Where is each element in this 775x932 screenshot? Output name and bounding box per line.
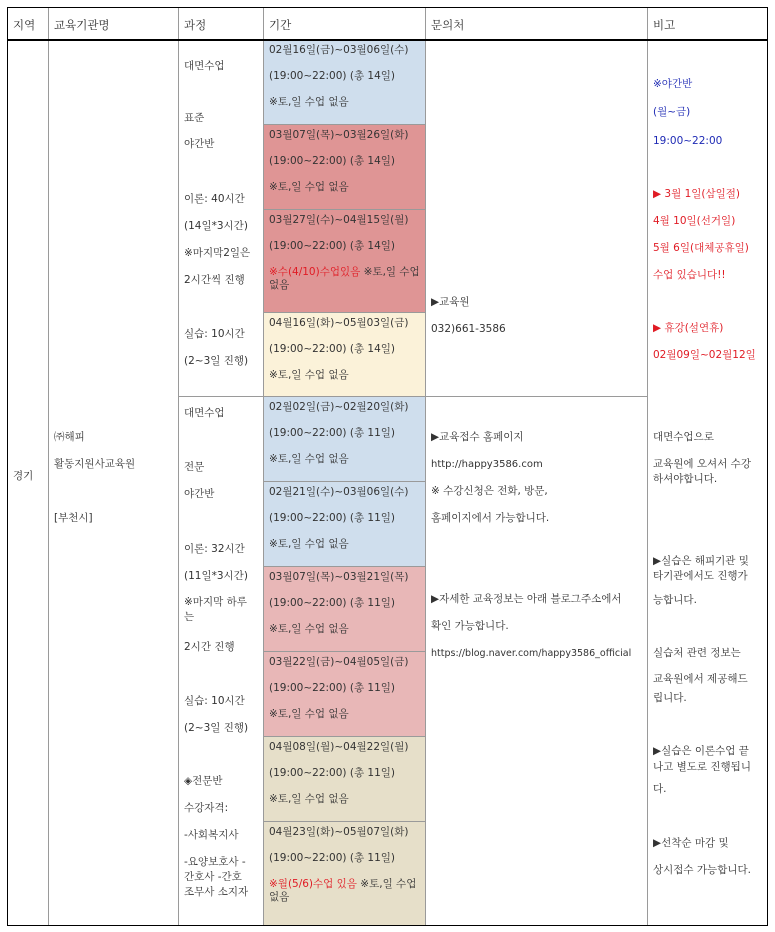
exp-practice: 실습: 10시간 [184, 695, 245, 707]
period-exception: ※월(5/6)수업 있음 [269, 878, 357, 890]
period-note: ※토,일 수업 없음 [269, 369, 349, 381]
remark-info-10: ▶실습은 이론수업 끝 [653, 745, 749, 757]
std-theory-days: (14일*3시간) [184, 220, 248, 232]
period-cell [263, 821, 425, 926]
remark-break-title: ▶ 휴강(설연휴) [653, 322, 724, 334]
contact-online [425, 396, 647, 926]
exp-note-3: 2시간 진행 [184, 641, 235, 653]
period-cell [263, 124, 425, 209]
period-date: 04월23일(화)~05월07일(화) [269, 826, 409, 838]
remark-info-4: ▶실습은 해피기관 및 [653, 555, 749, 567]
period-note: ※토,일 수업 없음 [269, 708, 349, 720]
period-note [269, 266, 421, 292]
table-border-bottom [7, 925, 768, 926]
exp-theory: 이론: 32시간 [184, 543, 245, 555]
exp-qual-2: -요양보호사 - [184, 856, 246, 868]
remark-night-title: ※야간반 [653, 78, 693, 90]
divider-col-contact [425, 7, 426, 926]
exp-qualification: 수강자격: [184, 802, 229, 814]
institution-cell [48, 39, 178, 926]
remarks-schedule [647, 39, 768, 396]
period-note: ※토,일 수업 없음 [269, 538, 349, 550]
std-practice: 실습: 10시간 [184, 328, 245, 340]
institution-location: [부천시] [54, 512, 93, 524]
remark-info-13: ▶선착순 마감 및 [653, 837, 729, 849]
exp-qual-4: 조무사 소지자 [184, 886, 249, 898]
std-note-2: 2시간씩 진행 [184, 274, 245, 286]
header-region: 지역 [7, 7, 48, 39]
period-cell [263, 651, 425, 736]
remark-night-time: 19:00~22:00 [653, 135, 723, 147]
period-time: (19:00~22:00) (총 14일) [269, 155, 396, 167]
header-underline [7, 39, 768, 41]
period-note: ※토,일 수업 없음 [269, 793, 349, 805]
period-divider [263, 124, 425, 125]
remark-break-dates: 02월09일~02월12일 [653, 349, 756, 361]
remark-info-11: 나고 별도로 진행됩니 [653, 761, 751, 773]
period-weekend-note: ※토,일 수업 없음 [269, 878, 417, 903]
remarks-info [647, 396, 768, 926]
period-note: ※토,일 수업 없음 [269, 181, 349, 193]
exp-mode: 대면수업 [184, 407, 225, 419]
period-cell [263, 39, 425, 124]
period-time: (19:00~22:00) (총 11일) [269, 767, 396, 779]
period-divider [263, 209, 425, 210]
contact-blog-link[interactable]: https://blog.naver.com/happy3586_official [431, 648, 632, 659]
course-standard [178, 39, 263, 396]
std-practice-days: (2~3일 진행) [184, 355, 249, 367]
exp-night: 야간반 [184, 488, 215, 500]
std-night: 야간반 [184, 138, 215, 150]
institution-name-1: ㈜해피 [54, 431, 85, 443]
period-time: (19:00~22:00) (총 11일) [269, 512, 396, 524]
exp-type: 전문 [184, 461, 205, 473]
period-time: (19:00~22:00) (총 11일) [269, 597, 396, 609]
period-divider [263, 312, 425, 313]
remark-holiday-2: 4월 10일(선거일) [653, 215, 736, 227]
period-cell [263, 736, 425, 821]
divider-col-course [178, 7, 179, 926]
period-time: (19:00~22:00) (총 14일) [269, 240, 396, 252]
period-cell [263, 396, 425, 481]
exp-note-2: 는 [184, 611, 195, 623]
divider-col-period [263, 7, 264, 926]
header-remarks: 비고 [647, 7, 768, 39]
exp-theory-days: (11일*3시간) [184, 570, 248, 582]
contact-phone: 032)661-3586 [431, 323, 506, 335]
contact-homepage-link[interactable]: http://happy3586.com [431, 459, 543, 470]
period-date: 03월07일(목)~03월21일(목) [269, 571, 409, 583]
institution-name-2: 활동지원사교육원 [54, 458, 136, 470]
period-note [269, 878, 421, 904]
contact-apply-note: ※ 수강신청은 전화, 방문, [431, 485, 548, 497]
period-divider [263, 481, 425, 482]
remark-info-3: 하셔야합니다. [653, 473, 718, 485]
table-border-left [7, 7, 8, 926]
contact-homepage-title: ▶교육접수 홈페이지 [431, 431, 524, 443]
contact-blog-note: 확인 가능합니다. [431, 620, 509, 632]
period-date: 02월16일(금)~03월06일(수) [269, 44, 409, 56]
region-cell [7, 39, 48, 926]
contact-apply-note-2: 홈페이지에서 가능합니다. [431, 512, 550, 524]
header-institution: 교육기관명 [48, 7, 178, 39]
period-date: 03월22일(금)~04월05일(금) [269, 656, 409, 668]
remark-holiday-4: 수업 있습니다!! [653, 269, 726, 281]
period-weekend-note: ※토,일 수업 없음 [269, 266, 420, 291]
divider-section [178, 396, 648, 397]
contact-office [425, 39, 647, 396]
remark-info-2: 교육원에 오셔서 수강 [653, 458, 751, 470]
remark-info-7: 실습처 관련 정보는 [653, 647, 741, 659]
period-date: 03월27일(수)~04월15일(월) [269, 214, 409, 226]
period-divider [263, 651, 425, 652]
exp-qual-3: 간호사 -간호 [184, 871, 242, 883]
period-date: 04월08일(월)~04월22일(월) [269, 741, 409, 753]
remark-info-1: 대면수업으로 [653, 431, 714, 443]
divider-col-institution [48, 7, 49, 926]
std-note-1: ※마지막2일은 [184, 247, 251, 259]
period-divider [263, 821, 425, 822]
table-border-top [7, 7, 768, 8]
contact-office-name: ▶교육원 [431, 296, 470, 308]
divider-col-remarks [647, 7, 648, 926]
period-cell [263, 209, 425, 312]
exp-practice-days: (2~3일 진행) [184, 722, 249, 734]
course-expert [178, 396, 263, 926]
period-note: ※토,일 수업 없음 [269, 453, 349, 465]
period-date: 04월16일(화)~05월03일(금) [269, 317, 409, 329]
period-date: 02월02일(금)~02월20일(화) [269, 401, 409, 413]
period-time: (19:00~22:00) (총 11일) [269, 427, 396, 439]
exp-qual-1: -사회복지사 [184, 829, 239, 841]
period-note: ※토,일 수업 없음 [269, 96, 349, 108]
header-period: 기간 [263, 7, 425, 39]
period-time: (19:00~22:00) (총 11일) [269, 682, 396, 694]
period-time: (19:00~22:00) (총 14일) [269, 343, 396, 355]
header-contact: 문의처 [425, 7, 647, 39]
period-divider [263, 736, 425, 737]
period-date: 02월21일(수)~03월06일(수) [269, 486, 409, 498]
period-time: (19:00~22:00) (총 11일) [269, 852, 396, 864]
period-date: 03월07일(목)~03월26일(화) [269, 129, 409, 141]
remark-info-9: 립니다. [653, 692, 687, 704]
std-theory: 이론: 40시간 [184, 193, 245, 205]
period-cell [263, 566, 425, 651]
period-cell [263, 312, 425, 396]
contact-blog-title: ▶자세한 교육정보는 아래 블로그주소에서 [431, 593, 622, 605]
remark-info-12: 다. [653, 783, 667, 795]
remark-holiday-1: ▶ 3월 1일(삼일절) [653, 188, 741, 200]
exp-class-title: ◈전문반 [184, 775, 223, 787]
remark-holiday-3: 5월 6일(대체공휴일) [653, 242, 749, 254]
std-mode: 대면수업 [184, 60, 225, 72]
header-course: 과정 [178, 7, 263, 39]
period-cell [263, 481, 425, 566]
region-label: 경기 [13, 470, 34, 482]
remark-info-5: 타기관에서도 진행가 [653, 570, 748, 582]
period-time: (19:00~22:00) (총 14일) [269, 70, 396, 82]
table-border-right [767, 7, 768, 926]
period-divider [263, 566, 425, 567]
exp-note-1: ※마지막 하루 [184, 596, 247, 608]
period-note: ※토,일 수업 없음 [269, 623, 349, 635]
period-exception: ※수(4/10)수업있음 [269, 266, 361, 278]
remark-info-8: 교육원에서 제공해드 [653, 673, 748, 685]
remark-night-days: (월~금) [653, 106, 691, 118]
remark-info-6: 능합니다. [653, 594, 697, 606]
remark-info-14: 상시접수 가능합니다. [653, 864, 751, 876]
std-type: 표준 [184, 112, 205, 124]
